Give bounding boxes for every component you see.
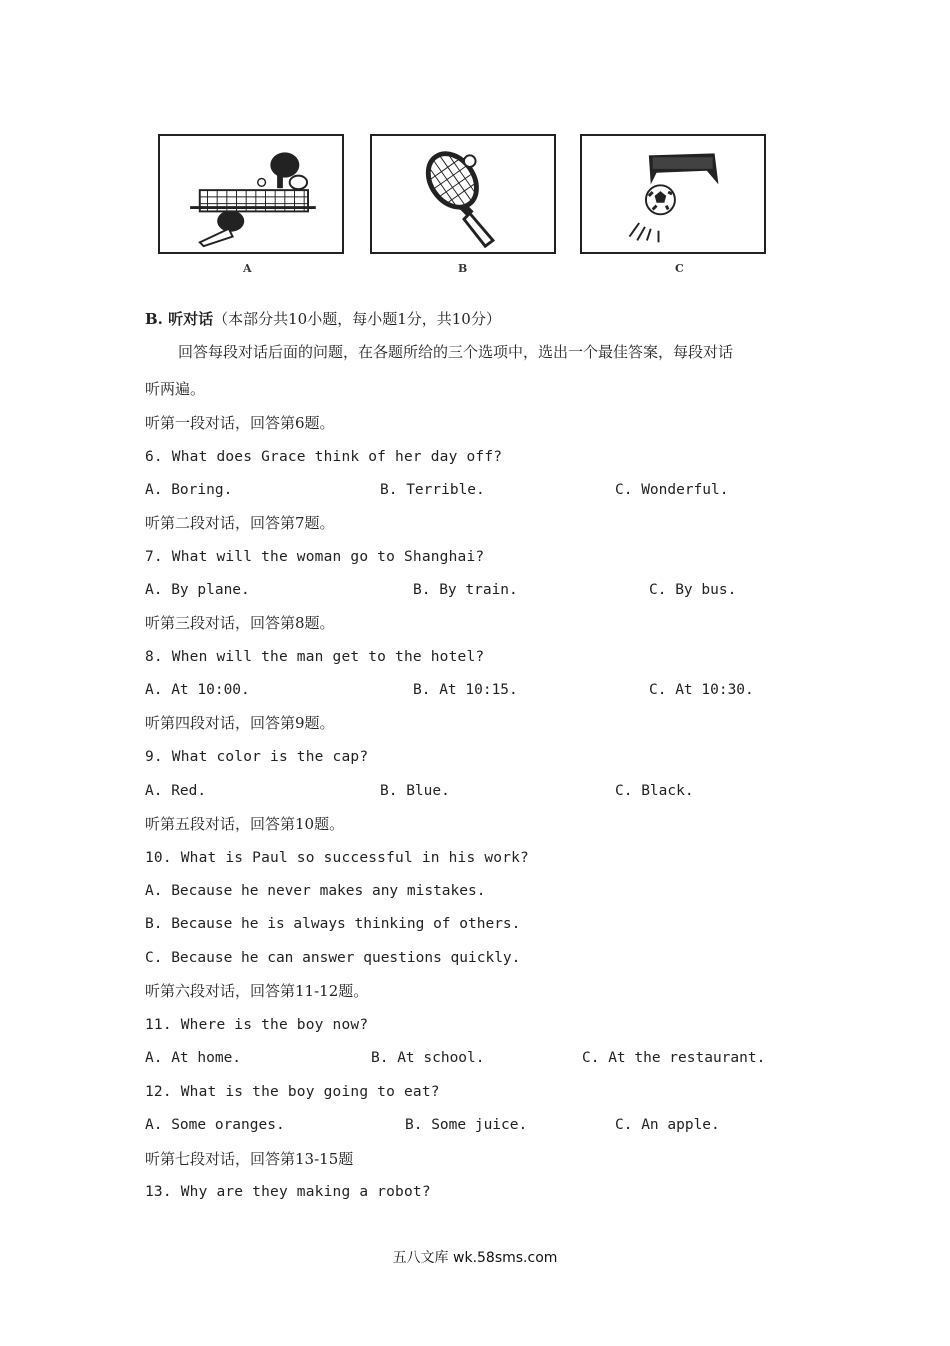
q11-option-c: C. At the restaurant. xyxy=(582,1050,766,1066)
dialogue-2-prompt: 听第二段对话，回答第7题。 xyxy=(145,514,335,532)
tennis-racket-illustration xyxy=(372,136,554,252)
q12-option-c: C. An apple. xyxy=(615,1117,720,1133)
section-title: B. 听对话 xyxy=(145,310,214,328)
q8-option-a: A. At 10:00. xyxy=(145,682,250,698)
instruction-line-2: 听两遍。 xyxy=(145,380,206,398)
dialogue-4-prompt: 听第四段对话，回答第9题。 xyxy=(145,714,335,732)
picture-football xyxy=(580,134,766,254)
dialogue-7-prompt: 听第七段对话，回答第13-15题 xyxy=(145,1150,354,1168)
q12-option-a: A. Some oranges. xyxy=(145,1117,285,1133)
picture-table-tennis xyxy=(158,134,344,254)
footer-watermark: 五八文库 wk.58sms.com xyxy=(392,1250,558,1266)
q6-option-c: C. Wonderful. xyxy=(615,482,729,498)
section-heading xyxy=(145,309,501,329)
q8-option-c: C. At 10:30. xyxy=(649,682,754,698)
q10-option-b: B. Because he is always thinking of others. xyxy=(145,916,521,932)
question-7: 7. What will the woman go to Shanghai? xyxy=(145,549,485,565)
section-note: （本部分共10小题，每小题1分，共10分） xyxy=(213,310,501,328)
football-goal-illustration xyxy=(582,136,764,252)
question-8: 8. When will the man get to the hotel? xyxy=(145,649,485,665)
q7-option-b: B. By train. xyxy=(413,582,518,598)
q10-option-a: A. Because he never makes any mistakes. xyxy=(145,883,486,899)
q8-option-b: B. At 10:15. xyxy=(413,682,518,698)
picture-tennis xyxy=(370,134,556,254)
question-9: 9. What color is the cap? xyxy=(145,749,369,765)
q9-option-a: A. Red. xyxy=(145,783,207,799)
q12-option-b: B. Some juice. xyxy=(405,1117,528,1133)
picture-label-b: B xyxy=(458,262,468,275)
dialogue-5-prompt: 听第五段对话，回答第10题。 xyxy=(145,815,345,833)
q9-option-c: C. Black. xyxy=(615,783,694,799)
question-6: 6. What does Grace think of her day off? xyxy=(145,449,503,465)
dialogue-1-prompt: 听第一段对话，回答第6题。 xyxy=(145,414,335,432)
q6-option-b: B. Terrible. xyxy=(380,482,485,498)
question-12: 12. What is the boy going to eat? xyxy=(145,1084,440,1100)
q6-option-a: A. Boring. xyxy=(145,482,233,498)
question-10: 10. What is Paul so successful in his work? xyxy=(145,850,529,866)
q11-option-b: B. At school. xyxy=(371,1050,485,1066)
picture-label-c: C xyxy=(675,262,684,275)
q7-option-a: A. By plane. xyxy=(145,582,250,598)
instruction-line-1: 回答每段对话后面的问题，在各题所给的三个选项中，选出一个最佳答案，每段对话 xyxy=(178,343,734,361)
dialogue-6-prompt: 听第六段对话，回答第11-12题。 xyxy=(145,982,369,1000)
q9-option-b: B. Blue. xyxy=(380,783,450,799)
q7-option-c: C. By bus. xyxy=(649,582,737,598)
dialogue-3-prompt: 听第三段对话，回答第8题。 xyxy=(145,614,335,632)
q10-option-c: C. Because he can answer questions quickly. xyxy=(145,950,521,966)
q11-option-a: A. At home. xyxy=(145,1050,242,1066)
picture-label-a: A xyxy=(243,262,252,275)
question-11: 11. Where is the boy now? xyxy=(145,1017,369,1033)
question-13: 13. Why are they making a robot? xyxy=(145,1184,431,1200)
table-tennis-illustration xyxy=(160,136,342,252)
